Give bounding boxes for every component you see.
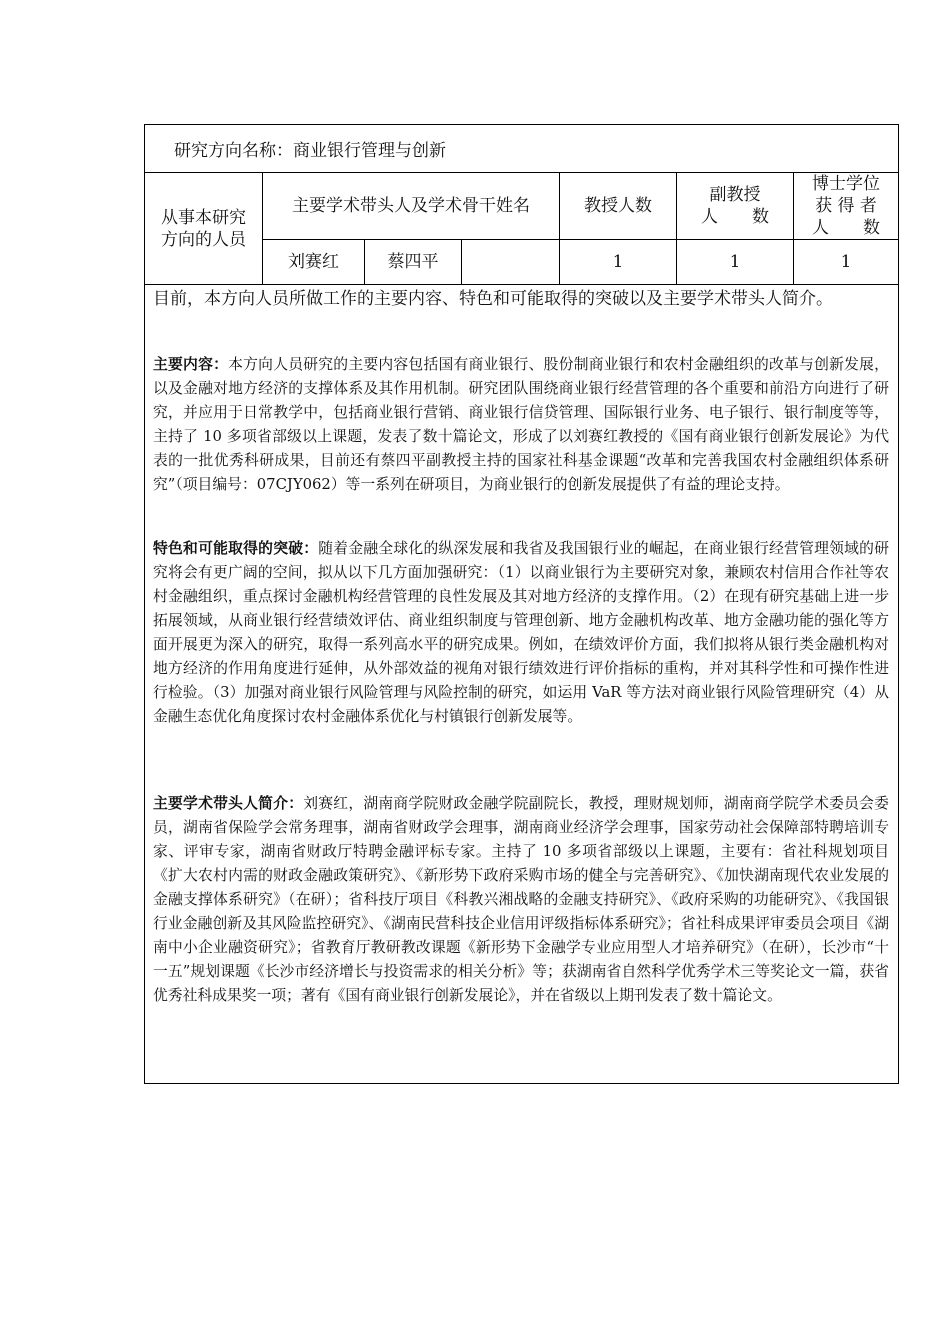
phd-holders-column-header — [794, 173, 898, 239]
phd-header-line1: 博士学位 — [812, 174, 880, 194]
name-cell-3 — [462, 240, 559, 284]
row-divider — [144, 284, 899, 285]
name-cell-2: 蔡四平 — [387, 252, 439, 272]
research-direction-title: 研究方向名称：商业银行管理与创新 — [174, 141, 446, 161]
section-intro: 目前，本方向人员所做工作的主要内容、特色和可能取得的突破以及主要学术带头人简介。 — [153, 289, 833, 309]
associate-header-line2: 人 数 — [701, 207, 769, 227]
phd-holders-count: 1 — [840, 252, 852, 272]
name-cell-1: 刘赛红 — [288, 252, 339, 272]
main-content-label: 主要内容： — [153, 356, 229, 373]
phd-header-line2: 获 得 者 — [815, 196, 877, 216]
associate-professors-count: 1 — [729, 252, 741, 272]
features-label: 特色和可能取得的突破： — [153, 540, 319, 557]
main-content-paragraph — [153, 353, 889, 497]
staff-row-label-line2: 方向的人员 — [161, 229, 246, 250]
leader-label: 主要学术带头人简介： — [153, 795, 304, 812]
staff-row-label — [145, 173, 262, 284]
leader-paragraph — [153, 792, 889, 1008]
professors-column-header: 教授人数 — [584, 196, 652, 216]
features-paragraph — [153, 537, 889, 729]
associate-professors-column-header — [677, 173, 793, 239]
main-content-text: 本方向人员研究的主要内容包括国有商业银行、股份制商业银行和农村金融组织的改革与创新发展，以及金融对地方经济的支撑体系及其作用机制。研究团队围绕商业银行经营管理的各个重要和前沿方向进行了研究，并应用于日常教学中，包括商业银行营销、商业银行信贷管理、国际银行业务、电子银行、银行制度等等，主持了 10 多项省部级以上课题，发表了数十篇论文，形成了以刘赛红教授的《国有商业银行创新发展论》为代表的一批优秀科研成果，目前还有蔡四平副教授主持的国家社科基金课题“改革和完善我国农村金融组织体系研究”（项目编号：07CJY062）等一系列在研项目，为商业银行的创新发展提供了有益的理论支持。 — [153, 356, 889, 493]
names-column-header: 主要学术带头人及学术骨干姓名 — [292, 196, 530, 216]
leader-text: 刘赛红，湖南商学院财政金融学院副院长，教授，理财规划师，湖南商学院学术委员会委员，湖南省保险学会常务理事，湖南省财政学会理事，湖南商业经济学会理事，国家劳动社会保障部特聘培训专家、评审专家，湖南省财政厅特聘金融评标专家。主持了 10 多项省部级以上课题，主要有：省社科规划项目《扩大农村内需的财政金融政策研究》、《新形势下政府采购市场的健全与完善研究》、《加快湖南现代农业发展的金融支撑体系研究》（在研）；省科技厅项目《科教兴湘战略的金融支持研究》、《政府采购的功能研究》、《我国银行业金融创新及其风险监控研究》、《湖南民营科技企业信用评级指标体系研究》；省社科成果评审委员会项目《湖南中小企业融资研究》；省教育厅教研教改课题《新形势下金融学专业应用型人才培养研究》（在研），长沙市“十一五”规划课题《长沙市经济增长与投资需求的相关分析》等；获湖南省自然科学优秀学术三等奖论文一篇，获省优秀社科成果奖一项；著有《国有商业银行创新发展论》，并在省级以上期刊发表了数十篇论文。 — [153, 795, 889, 1004]
professors-count: 1 — [612, 252, 624, 272]
staff-row-label-line1: 从事本研究 — [161, 207, 246, 228]
associate-header-line1: 副教授 — [709, 185, 761, 205]
features-text: 随着金融全球化的纵深发展和我省及我国银行业的崛起，在商业银行经营管理领域的研究将会有更广阔的空间，拟从以下几方面加强研究：（1）以商业银行为主要研究对象，兼顾农村信用合作社等农村金融组织，重点探讨金融机构经营管理的良性发展及其对地方经济的支撑作用。（2）在现有研究基础上进一步拓展领域，从商业银行经营绩效评估、商业组织制度与管理创新、地方金融机构改革、地方金融功能的强化等方面开展更为深入的研究，取得一系列高水平的研究成果。例如，在绩效评价方面，我们拟将从银行类金融机构对地方经济的作用角度进行延伸，从外部效益的视角对银行绩效进行评价指标的重构，并对其科学性和可操作性进行检验。（3）加强对商业银行风险管理与风险控制的研究，如运用 VaR 等方法对商业银行风险管理研究（4）从金融生态优化角度探讨农村金融体系优化与村镇银行创新发展等。 — [153, 540, 889, 725]
phd-header-line3: 人 数 — [812, 218, 880, 238]
